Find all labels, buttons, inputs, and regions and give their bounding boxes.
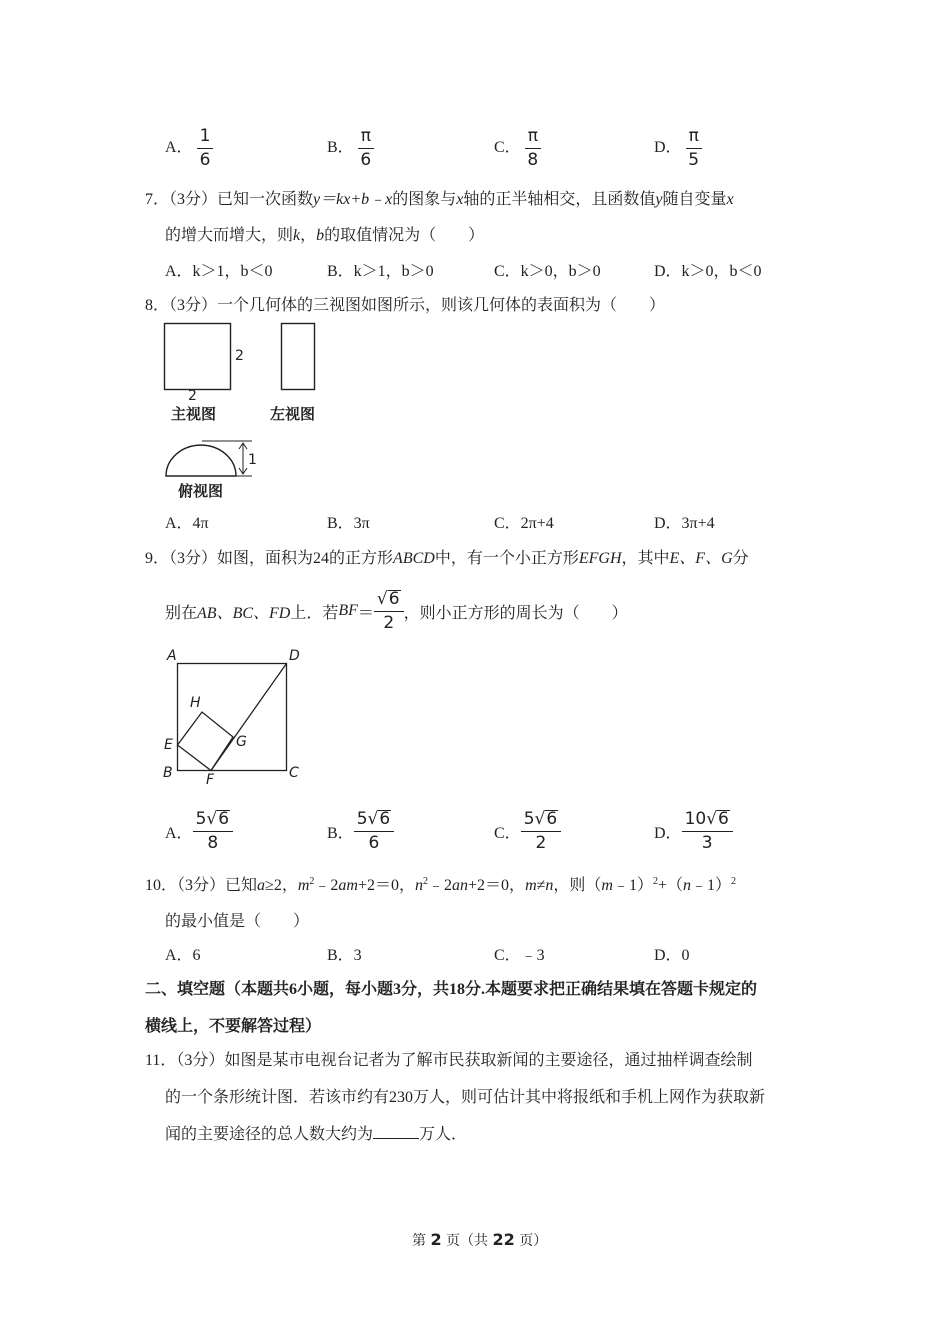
point-label-c: C <box>289 765 299 781</box>
q6-option-a-fraction: $\frac{1}{6}$ <box>197 128 214 169</box>
q7-option-b: B．k＞1，b＞0 <box>327 263 434 280</box>
q10-option-a: A．6 <box>165 947 201 964</box>
sqrt-icon: √ <box>706 809 718 829</box>
page-footer: 第 2 页（共 22 页） <box>412 1230 548 1249</box>
q7-option-a: A．k＞1，b＜0 <box>165 263 273 280</box>
q7-option-c: C．k＞0，b＞0 <box>494 263 601 280</box>
q8-option-a: A．4π <box>165 515 209 532</box>
q9-stem-line2: 别在 AB、BC、FD 上．若 BF ＝ √ 6 2 ，则小正方形的周长为（ ） <box>165 589 628 633</box>
sqrt-icon: √ <box>206 809 218 829</box>
side-view-rect <box>282 324 315 390</box>
point-label-h: H <box>190 695 201 711</box>
point-label-d: D <box>289 648 300 664</box>
q6-option-c-fraction: $\frac{\pi}{8}$ <box>525 128 541 169</box>
q6-option-b-fraction: $\frac{\pi}{6}$ <box>358 128 374 169</box>
q9-option-d: D． 10 √ 6 3 <box>654 810 733 852</box>
section2-heading-line1: 二、填空题（本题共6小题，每小题3分，共18分.本题要求把正确结果填在答题卡规定的 <box>145 981 758 998</box>
q10-option-b: B．3 <box>327 947 362 964</box>
q6-option-d-fraction: $\frac{\pi}{5}$ <box>686 128 702 169</box>
q10-stem-line2: 的最小值是（ ） <box>165 913 310 930</box>
point-label-e: E <box>164 737 173 753</box>
q10-stem-line1: 10．（3分）已知a≥2，$m^2﹣2am+2=0$，$n^2﹣2an+2=0$，m≠n，则（m﹣1）$^2$+（n﹣1）$^2$ <box>145 876 737 894</box>
answer-blank[interactable] <box>373 1126 419 1139</box>
q9-option-a: A． 5 √ 6 8 <box>165 810 233 852</box>
side-view-label: 左视图 <box>270 405 316 423</box>
q7-option-d: D．k＞0，b＜0 <box>654 263 762 280</box>
q6-option-a: A． $\frac{1}{6}$ <box>165 128 213 169</box>
q6-option-d: D． $\frac{\pi}{5}$ <box>654 128 702 169</box>
dim-label-2-bottom: 2 <box>188 388 197 404</box>
bf-fraction: √ 6 2 <box>374 590 404 632</box>
q8-option-d: D．3π+4 <box>654 515 715 532</box>
q11-stem-line2: 的一个条形统计图．若该市约有230万人，则可估计其中将报纸和手机上网作为获取新 <box>165 1089 766 1106</box>
square-abcd <box>178 664 287 771</box>
q6-option-c: C． $\frac{\pi}{8}$ <box>494 128 541 169</box>
q8-stem: 8．（3分）一个几何体的三视图如图所示，则该几何体的表面积为（ ） <box>145 297 666 314</box>
q8-option-b: B．3π <box>327 515 370 532</box>
q9-stem-line1: 9．（3分）如图，面积为24的正方形ABCD中，有一个小正方形EFGH，其中E、F、G分 <box>145 550 749 567</box>
sqrt-icon: √ <box>534 809 546 829</box>
q9-option-b: B． 5 √ 6 6 <box>327 810 394 852</box>
q10-option-c: C．﹣3 <box>494 947 545 964</box>
square-efgh <box>178 712 234 771</box>
point-label-f: F <box>206 772 215 788</box>
section2-heading-line2: 横线上，不要解答过程） <box>145 1018 322 1035</box>
q11-stem-line3: 闻的主要途径的总人数大约为 万人． <box>165 1126 468 1143</box>
dim-label-2-right: 2 <box>235 348 244 364</box>
q8-option-c: C．2π+4 <box>494 515 554 532</box>
q9-option-c: C． 5 √ 6 2 <box>494 810 561 852</box>
q6-option-b: B． $\frac{\pi}{6}$ <box>327 128 374 169</box>
point-label-g: G <box>236 734 247 750</box>
q7-stem-line2: 的增大而增大，则k，b的取值情况为（ ） <box>165 227 485 244</box>
point-label-a: A <box>167 648 177 664</box>
page-number: 2 <box>430 1230 442 1249</box>
dim-label-1: 1 <box>248 452 257 468</box>
sqrt-icon: √ <box>376 589 388 609</box>
page-total: 22 <box>492 1230 515 1249</box>
front-view-square <box>165 324 231 390</box>
q10-option-d: D．0 <box>654 947 690 964</box>
q7-stem-line1: 7．（3分）已知一次函数y＝kx+b﹣x的图象与x轴的正半轴相交，且函数值y随自变量x <box>145 191 734 208</box>
q9-square-figure <box>160 648 310 788</box>
point-label-b: B <box>163 765 173 781</box>
top-view-semicircle <box>166 445 236 476</box>
top-view-label: 俯视图 <box>178 482 224 500</box>
q11-stem-line1: 11．（3分）如图是某市电视台记者为了解市民获取新闻的主要途径，通过抽样调查绘制 <box>145 1052 753 1069</box>
sqrt-icon: √ <box>367 809 379 829</box>
front-view-label: 主视图 <box>171 405 217 423</box>
segment-fd <box>211 664 287 771</box>
